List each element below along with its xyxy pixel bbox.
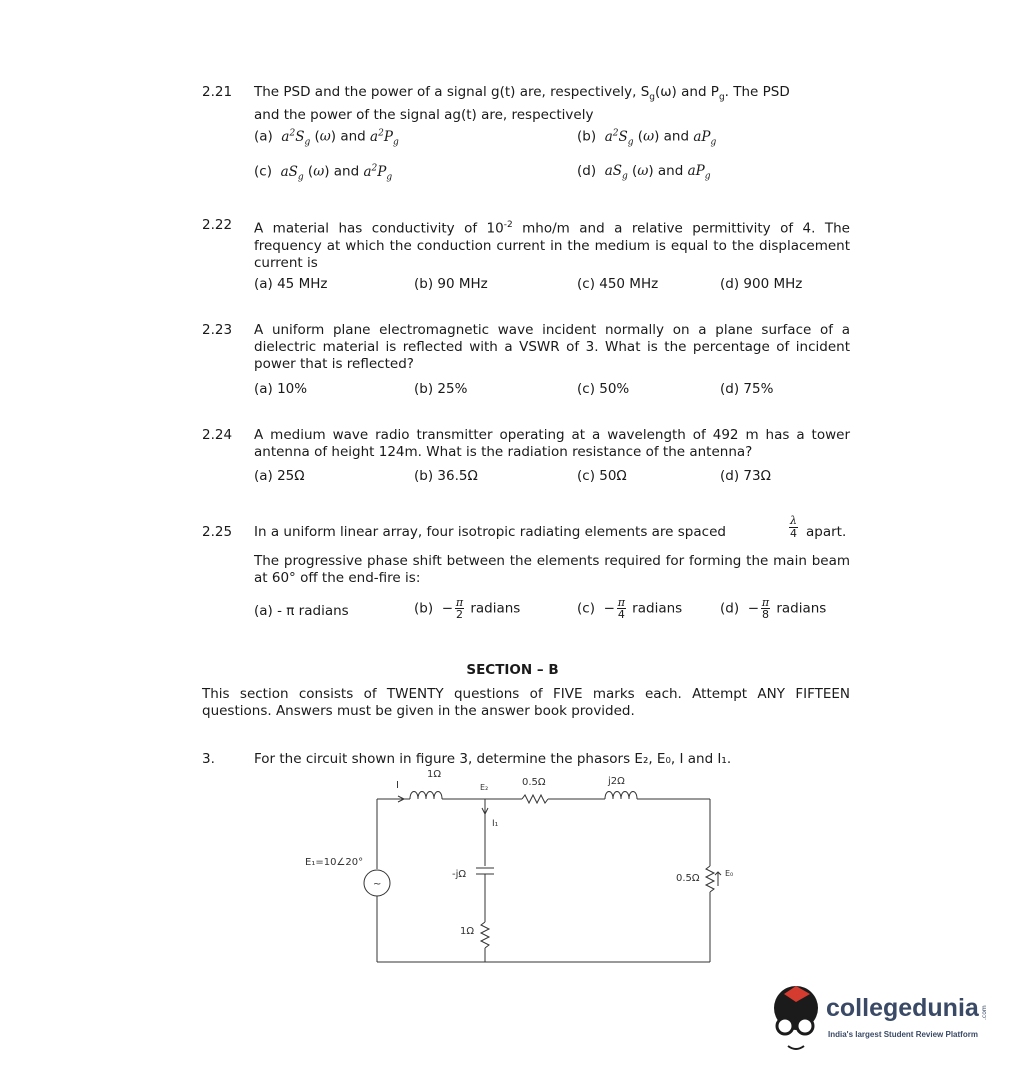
- question-number-2-21: 2.21: [202, 84, 233, 100]
- resistor-0-5-top: [522, 795, 548, 803]
- section-title: SECTION – B: [466, 662, 559, 678]
- option-2-21-a: (a) $a^2S_g$ (ω) and $a^2P_g$: [254, 128, 399, 148]
- label-i1: I₁: [492, 819, 499, 829]
- option-2-24-c: (c) 50Ω: [577, 468, 627, 484]
- option-2-24-d: (d) 73Ω: [720, 468, 771, 484]
- label-e0: E₀: [725, 869, 734, 878]
- resistor-0-5-right: [706, 866, 714, 892]
- question-text-2-25-line1: In a uniform linear array, four isotropic radiating elements are spaced: [254, 524, 726, 540]
- option-2-22-b: (b) 90 MHz: [414, 276, 488, 292]
- label-1ohm-bottom: 1Ω: [460, 926, 475, 937]
- option-2-23-b: (b) 25%: [414, 381, 468, 397]
- question-text-2-23: A uniform plane electromagnetic wave incident normally on a plane surface of a dielectric material is reflected with a VSWR of 3. What is the percentage of incident power that is reflected?: [254, 322, 850, 372]
- logo-tagline: India's largest Student Review Platform: [828, 1030, 978, 1039]
- option-2-24-b: (b) 36.5Ω: [414, 468, 478, 484]
- question-text-3: For the circuit shown in figure 3, determine the phasors E₂, E₀, I and I₁.: [254, 751, 732, 767]
- label-current-i: I: [396, 780, 399, 791]
- question-number-3: 3.: [202, 751, 215, 767]
- option-2-21-b: (b) $a^2S_g$ (ω) and $aP_g$: [577, 128, 717, 148]
- question-text-2-22: A material has conductivity of $10^{-2}$ mho/m and a relative permittivity of 4. The frequency at which the conduction current in the medium is equal to the displacement current is: [254, 220, 850, 271]
- inductor-1ohm: [410, 792, 442, 800]
- logo-com: .com: [981, 1005, 988, 1020]
- question-number-2-24: 2.24: [202, 427, 233, 443]
- label-0-5-top: 0.5Ω: [522, 777, 546, 788]
- question-text-2-25-apart: apart.: [806, 524, 847, 540]
- option-2-23-a: (a) 10%: [254, 381, 308, 397]
- option-2-22-a: (a) 45 MHz: [254, 276, 328, 292]
- option-2-21-c: (c) $aS_g$ (ω) and $a^2P_g$: [254, 163, 393, 183]
- option-2-22-c: (c) 450 MHz: [577, 276, 659, 292]
- question-number-2-25: 2.25: [202, 524, 233, 540]
- label-0-5-right: 0.5Ω: [676, 873, 700, 884]
- resistor-1-bottom: [481, 922, 489, 948]
- option-2-25-c: (c) − $\frac{\pi}{4}$ radians: [577, 596, 683, 621]
- option-2-21-d: (d) $aS_g$ (ω) and $aP_g$: [577, 163, 711, 182]
- question-number-2-22: 2.22: [202, 217, 233, 233]
- question-text-2-21: The PSD and the power of a signal g(t) are, respectively, $S_g(\omega)$ and $P_g$. The PSD and the power of the signal ag(t) are, respectively: [254, 84, 790, 123]
- circuit-diagram: [300, 766, 734, 971]
- source-symbol: ~: [373, 879, 382, 890]
- option-2-25-d: (d) − $\frac{\pi}{8}$ radians: [720, 596, 827, 621]
- option-2-24-a: (a) 25Ω: [254, 468, 305, 484]
- option-2-23-d: (d) 75%: [720, 381, 774, 397]
- question-number-2-23: 2.23: [202, 322, 233, 338]
- option-2-23-c: (c) 50%: [577, 381, 630, 397]
- e0-arrow: [715, 872, 721, 886]
- question-text-2-24: A medium wave radio transmitter operating at a wavelength of 492 m has a tower antenna of height 124m. What is the radiation resistance of the antenna?: [254, 427, 850, 460]
- logo-text: collegedunia: [826, 994, 979, 1022]
- option-2-25-b: (b) − $\frac{\pi}{2}$ radians: [414, 596, 521, 621]
- label-capacitor: -jΩ: [452, 869, 467, 880]
- label-source: E₁=10∠20°: [305, 857, 364, 868]
- option-2-25-a: (a) - π radians: [254, 603, 349, 619]
- label-e2: E₂: [480, 783, 489, 792]
- inductor-j2: [605, 792, 637, 800]
- label-j2: j2Ω: [608, 776, 625, 787]
- section-instructions: This section consists of TWENTY questions of FIVE marks each. Attempt ANY FIFTEEN questions. Answers must be given in the answer book provided.: [202, 686, 850, 719]
- question-text-2-25: The progressive phase shift between the elements required for forming the main beam at 60° off the end-fire is:: [254, 553, 850, 586]
- fraction-lambda-over-4: λ 4: [790, 514, 797, 540]
- label-1ohm: 1Ω: [427, 769, 442, 780]
- option-2-22-d: (d) 900 MHz: [720, 276, 803, 292]
